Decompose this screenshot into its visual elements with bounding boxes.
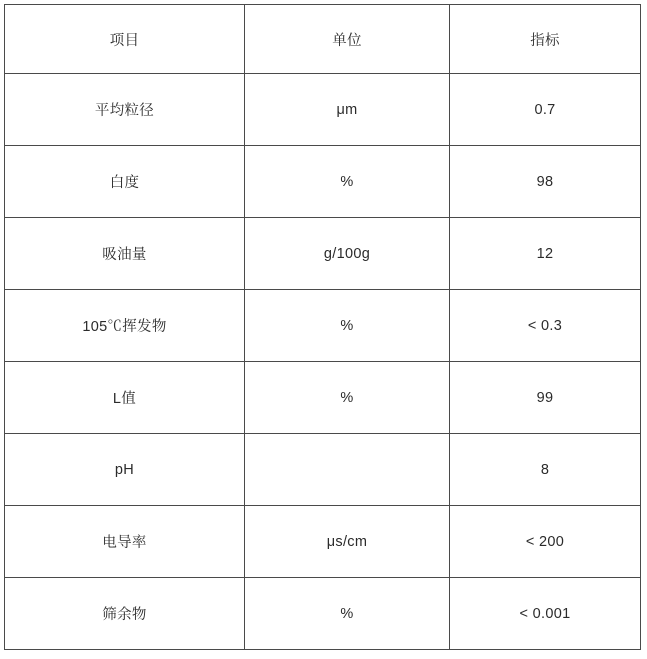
cell-unit: % (245, 146, 450, 218)
cell-unit: % (245, 578, 450, 650)
specification-table-container (0, 4, 647, 659)
cell-property-name: 105℃挥发物 (5, 290, 245, 362)
cell-unit: % (245, 290, 450, 362)
cell-value: < 0.001 (450, 578, 641, 650)
cell-property-name: 白度 (5, 146, 245, 218)
cell-unit: g/100g (245, 218, 450, 290)
cell-property-name: pH (5, 434, 245, 506)
cell-unit (245, 434, 450, 506)
column-header-index: 指标 (450, 5, 641, 74)
cell-value: 12 (450, 218, 641, 290)
table-header-row (5, 5, 641, 74)
table-row (5, 578, 641, 650)
cell-property-name: L值 (5, 362, 245, 434)
table-row (5, 506, 641, 578)
cell-property-name: 电导率 (5, 506, 245, 578)
column-header-item: 项目 (5, 5, 245, 74)
table-row (5, 434, 641, 506)
cell-unit: μm (245, 74, 450, 146)
table-row (5, 290, 641, 362)
cell-property-name: 筛余物 (5, 578, 245, 650)
cell-value: < 0.3 (450, 290, 641, 362)
specification-table (4, 4, 641, 650)
cell-value: 0.7 (450, 74, 641, 146)
cell-value: 98 (450, 146, 641, 218)
cell-property-name: 平均粒径 (5, 74, 245, 146)
cell-unit: % (245, 362, 450, 434)
table-row (5, 74, 641, 146)
table-row (5, 362, 641, 434)
cell-value: 99 (450, 362, 641, 434)
cell-unit: μs/cm (245, 506, 450, 578)
cell-value: < 200 (450, 506, 641, 578)
table-row (5, 146, 641, 218)
cell-property-name: 吸油量 (5, 218, 245, 290)
table-row (5, 218, 641, 290)
column-header-unit: 单位 (245, 5, 450, 74)
cell-value: 8 (450, 434, 641, 506)
